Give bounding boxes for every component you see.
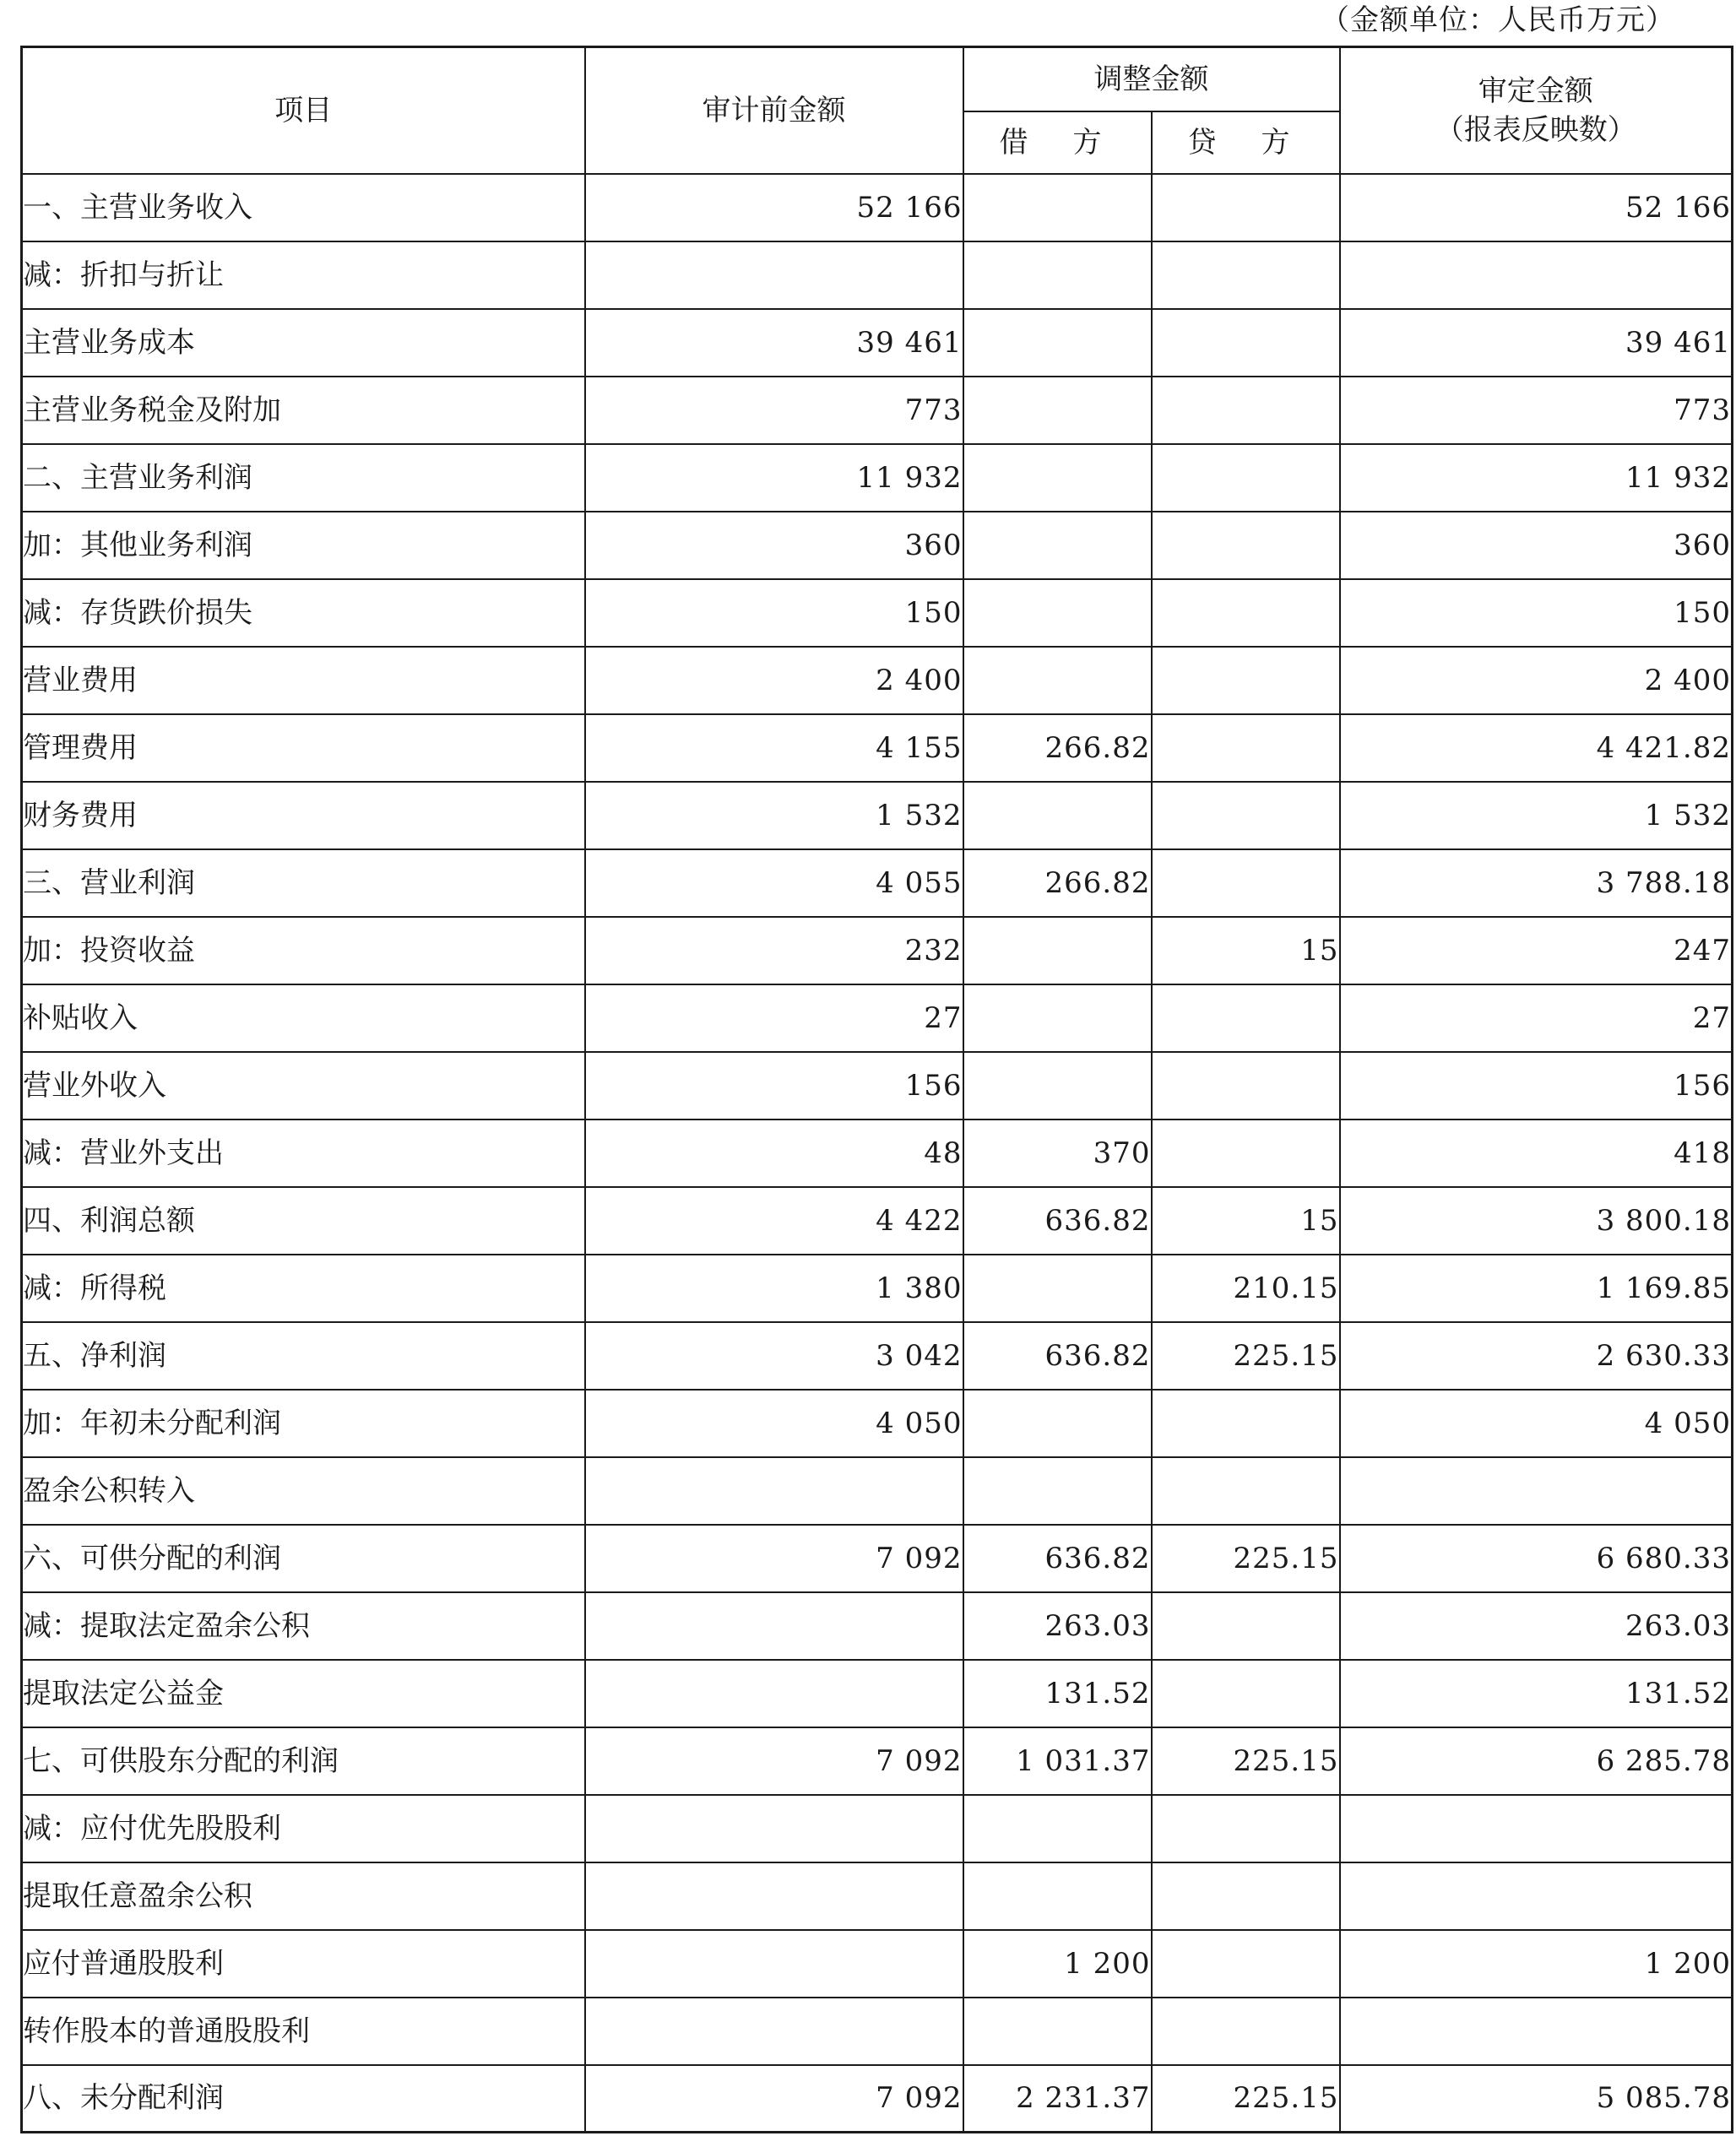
row-label: 主营业务成本 [22, 309, 585, 377]
debit-amount [963, 579, 1152, 647]
audited-amount: 6 285.78 [1340, 1727, 1733, 1795]
pre-audit-amount: 39 461 [585, 309, 963, 377]
row-label: 主营业务税金及附加 [22, 377, 585, 444]
table-row [22, 1862, 1733, 1930]
row-label: 一、主营业务收入 [22, 174, 585, 241]
row-label: 二、主营业务利润 [22, 444, 585, 512]
row-label: 减：所得税 [22, 1255, 585, 1322]
debit-amount: 2 231.37 [963, 2065, 1152, 2133]
header-debit-right: 方 [1072, 125, 1102, 160]
audited-amount: 1 169.85 [1340, 1255, 1733, 1322]
credit-amount [1152, 174, 1340, 241]
row-label: 减：营业外支出 [22, 1120, 585, 1187]
row-label: 八、未分配利润 [22, 2065, 585, 2133]
debit-amount [963, 241, 1152, 309]
table-row [22, 579, 1733, 647]
row-label: 管理费用 [22, 714, 585, 782]
debit-amount: 636.82 [963, 1322, 1152, 1390]
credit-amount: 15 [1152, 917, 1340, 984]
audited-amount: 2 400 [1340, 647, 1733, 714]
audited-amount: 39 461 [1340, 309, 1733, 377]
audited-amount: 156 [1340, 1052, 1733, 1120]
pre-audit-amount: 156 [585, 1052, 963, 1120]
audited-amount: 5 085.78 [1340, 2065, 1733, 2133]
table-row [22, 2065, 1733, 2133]
pre-audit-amount [585, 1592, 963, 1660]
debit-amount [963, 1255, 1152, 1322]
pre-audit-amount: 7 092 [585, 2065, 963, 2133]
debit-amount [963, 1052, 1152, 1120]
credit-amount [1152, 377, 1340, 444]
header-credit-right: 方 [1261, 125, 1290, 160]
credit-amount [1152, 782, 1340, 849]
pre-audit-amount [585, 1930, 963, 1998]
pre-audit-amount: 773 [585, 377, 963, 444]
table-row [22, 377, 1733, 444]
table-row [22, 1592, 1733, 1660]
table-row [22, 174, 1733, 241]
debit-amount [963, 1795, 1152, 1862]
credit-amount [1152, 1998, 1340, 2065]
row-label: 补贴收入 [22, 984, 585, 1052]
table-row [22, 917, 1733, 984]
table-row [22, 1052, 1733, 1120]
audited-amount: 247 [1340, 917, 1733, 984]
credit-amount [1152, 1592, 1340, 1660]
audited-amount: 773 [1340, 377, 1733, 444]
table-row [22, 1255, 1733, 1322]
table-body [22, 174, 1733, 2133]
table-header [22, 47, 1733, 174]
debit-amount [963, 444, 1152, 512]
audited-amount [1340, 1457, 1733, 1525]
audited-amount: 263.03 [1340, 1592, 1733, 1660]
pre-audit-amount [585, 1998, 963, 2065]
table-row [22, 1120, 1733, 1187]
table-row [22, 984, 1733, 1052]
audited-amount: 4 421.82 [1340, 714, 1733, 782]
pre-audit-amount: 150 [585, 579, 963, 647]
credit-amount: 210.15 [1152, 1255, 1340, 1322]
pre-audit-amount: 27 [585, 984, 963, 1052]
row-label: 减：提取法定盈余公积 [22, 1592, 585, 1660]
audited-amount: 52 166 [1340, 174, 1733, 241]
credit-amount [1152, 579, 1340, 647]
header-item: 项目 [22, 47, 585, 174]
table-row [22, 714, 1733, 782]
row-label: 提取任意盈余公积 [22, 1862, 585, 1930]
pre-audit-amount: 1 532 [585, 782, 963, 849]
table-row [22, 1930, 1733, 1998]
audited-amount: 6 680.33 [1340, 1525, 1733, 1592]
audited-amount: 4 050 [1340, 1390, 1733, 1457]
debit-amount [963, 917, 1152, 984]
row-label: 六、可供分配的利润 [22, 1525, 585, 1592]
table-row [22, 241, 1733, 309]
credit-amount: 15 [1152, 1187, 1340, 1255]
header-audited [1340, 47, 1733, 174]
audited-amount: 150 [1340, 579, 1733, 647]
credit-amount [1152, 1795, 1340, 1862]
header-pre-audit: 审计前金额 [585, 47, 963, 174]
row-label: 应付普通股股利 [22, 1930, 585, 1998]
audited-amount: 27 [1340, 984, 1733, 1052]
credit-amount [1152, 1052, 1340, 1120]
debit-amount [963, 309, 1152, 377]
debit-amount [963, 984, 1152, 1052]
debit-amount: 1 031.37 [963, 1727, 1152, 1795]
table-row [22, 309, 1733, 377]
debit-amount [963, 1862, 1152, 1930]
debit-amount [963, 377, 1152, 444]
table-row [22, 1795, 1733, 1862]
pre-audit-amount: 2 400 [585, 647, 963, 714]
table-row [22, 1322, 1733, 1390]
table-row [22, 444, 1733, 512]
credit-amount [1152, 1120, 1340, 1187]
pre-audit-amount: 1 380 [585, 1255, 963, 1322]
credit-amount [1152, 1660, 1340, 1727]
debit-amount [963, 1457, 1152, 1525]
audited-amount [1340, 1998, 1733, 2065]
pre-audit-amount: 7 092 [585, 1727, 963, 1795]
credit-amount [1152, 984, 1340, 1052]
pre-audit-amount: 3 042 [585, 1322, 963, 1390]
pre-audit-amount: 7 092 [585, 1525, 963, 1592]
header-debit-left: 借 [999, 125, 1028, 160]
table-row [22, 647, 1733, 714]
credit-amount: 225.15 [1152, 2065, 1340, 2133]
pre-audit-amount [585, 1862, 963, 1930]
credit-amount [1152, 241, 1340, 309]
credit-amount [1152, 444, 1340, 512]
debit-amount: 131.52 [963, 1660, 1152, 1727]
pre-audit-amount: 48 [585, 1120, 963, 1187]
debit-amount: 263.03 [963, 1592, 1152, 1660]
table-row [22, 782, 1733, 849]
credit-amount [1152, 714, 1340, 782]
row-label: 盈余公积转入 [22, 1457, 585, 1525]
row-label: 转作股本的普通股股利 [22, 1998, 585, 2065]
audit-adjustment-table [20, 46, 1733, 2133]
debit-amount: 370 [963, 1120, 1152, 1187]
row-label: 财务费用 [22, 782, 585, 849]
audited-amount: 2 630.33 [1340, 1322, 1733, 1390]
header-credit [1152, 111, 1340, 174]
table-row [22, 1187, 1733, 1255]
debit-amount [963, 1998, 1152, 2065]
row-label: 减：存货跌价损失 [22, 579, 585, 647]
header-debit [963, 111, 1152, 174]
pre-audit-amount: 232 [585, 917, 963, 984]
credit-amount: 225.15 [1152, 1322, 1340, 1390]
audited-amount: 11 932 [1340, 444, 1733, 512]
debit-amount [963, 647, 1152, 714]
pre-audit-amount: 4 050 [585, 1390, 963, 1457]
table-row [22, 1390, 1733, 1457]
pre-audit-amount: 11 932 [585, 444, 963, 512]
row-label: 提取法定公益金 [22, 1660, 585, 1727]
audited-amount: 3 800.18 [1340, 1187, 1733, 1255]
pre-audit-amount [585, 1660, 963, 1727]
pre-audit-amount: 360 [585, 512, 963, 579]
unit-note: （金额单位：人民币万元） [1321, 3, 1675, 37]
debit-amount: 636.82 [963, 1187, 1152, 1255]
row-label: 减：折扣与折让 [22, 241, 585, 309]
table-row [22, 512, 1733, 579]
credit-amount [1152, 1862, 1340, 1930]
debit-amount [963, 512, 1152, 579]
table-row [22, 1457, 1733, 1525]
audited-amount [1340, 241, 1733, 309]
debit-amount: 266.82 [963, 849, 1152, 917]
table-row [22, 1998, 1733, 2065]
credit-amount: 225.15 [1152, 1525, 1340, 1592]
pre-audit-amount [585, 1457, 963, 1525]
debit-amount: 636.82 [963, 1525, 1152, 1592]
credit-amount: 225.15 [1152, 1727, 1340, 1795]
debit-amount [963, 1390, 1152, 1457]
pre-audit-amount [585, 1795, 963, 1862]
header-audited-line1: 审定金额 [1478, 73, 1593, 108]
debit-amount: 266.82 [963, 714, 1152, 782]
header-adjustment: 调整金额 [963, 47, 1340, 111]
credit-amount [1152, 1390, 1340, 1457]
table-row [22, 1727, 1733, 1795]
audited-amount: 1 200 [1340, 1930, 1733, 1998]
header-credit-left: 贷 [1187, 125, 1217, 160]
row-label: 加：年初未分配利润 [22, 1390, 585, 1457]
row-label: 营业费用 [22, 647, 585, 714]
pre-audit-amount: 4 155 [585, 714, 963, 782]
row-label: 营业外收入 [22, 1052, 585, 1120]
audited-amount [1340, 1862, 1733, 1930]
table-row [22, 1660, 1733, 1727]
credit-amount [1152, 1930, 1340, 1998]
table-row [22, 849, 1733, 917]
row-label: 五、净利润 [22, 1322, 585, 1390]
audited-amount: 1 532 [1340, 782, 1733, 849]
debit-amount [963, 782, 1152, 849]
debit-amount [963, 174, 1152, 241]
row-label: 三、营业利润 [22, 849, 585, 917]
audited-amount: 3 788.18 [1340, 849, 1733, 917]
row-label: 加：其他业务利润 [22, 512, 585, 579]
pre-audit-amount: 52 166 [585, 174, 963, 241]
pre-audit-amount [585, 241, 963, 309]
audited-amount: 131.52 [1340, 1660, 1733, 1727]
row-label: 四、利润总额 [22, 1187, 585, 1255]
credit-amount [1152, 849, 1340, 917]
table-row [22, 1525, 1733, 1592]
credit-amount [1152, 309, 1340, 377]
pre-audit-amount: 4 422 [585, 1187, 963, 1255]
credit-amount [1152, 1457, 1340, 1525]
credit-amount [1152, 512, 1340, 579]
row-label: 七、可供股东分配的利润 [22, 1727, 585, 1795]
row-label: 减：应付优先股股利 [22, 1795, 585, 1862]
credit-amount [1152, 647, 1340, 714]
row-label: 加：投资收益 [22, 917, 585, 984]
pre-audit-amount: 4 055 [585, 849, 963, 917]
debit-amount: 1 200 [963, 1930, 1152, 1998]
audited-amount: 418 [1340, 1120, 1733, 1187]
audited-amount: 360 [1340, 512, 1733, 579]
header-audited-line2: （报表反映数） [1435, 112, 1636, 147]
audited-amount [1340, 1795, 1733, 1862]
